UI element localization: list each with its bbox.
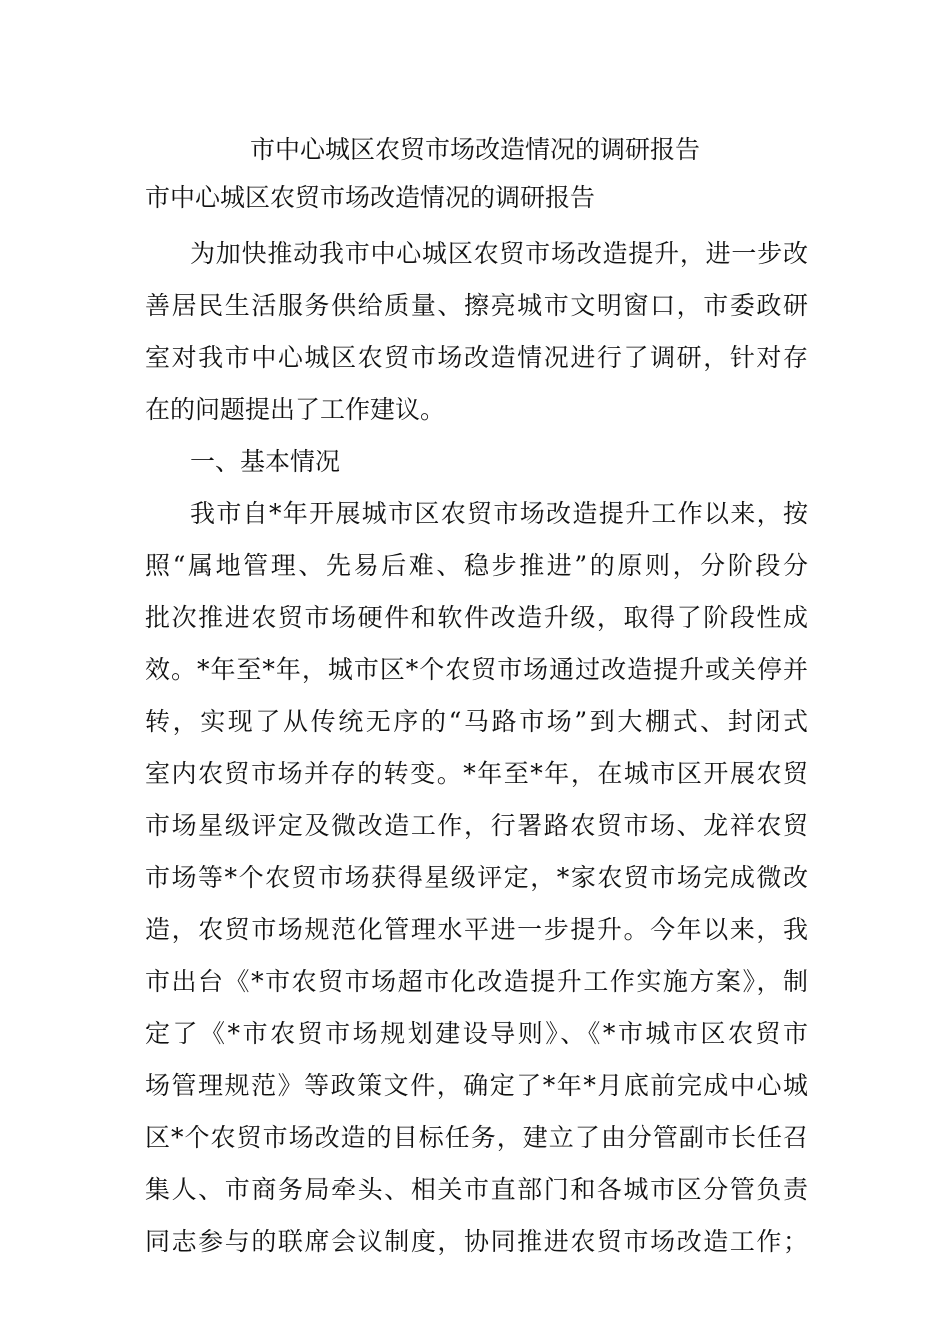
paragraph-line: 善居民生活服务供给质量、擦亮城市文明窗口，市委政研	[145, 291, 808, 320]
paragraph-line: 照“属地管理、先易后难、稳步推进”的原则，分阶段分	[145, 551, 808, 580]
paragraph-line: 转，实现了从传统无序的“马路市场”到大棚式、封闭式	[145, 707, 808, 736]
paragraph-line: 集人、市商务局牵头、相关市直部门和各城市区分管负责	[145, 1175, 808, 1204]
paragraph-line: 同志参与的联席会议制度，协同推进农贸市场改造工作；	[145, 1227, 808, 1256]
document-title: 市中心城区农贸市场改造情况的调研报告	[249, 135, 700, 164]
paragraph-line: 定了《*市农贸市场规划建设导则》、《*市城市区农贸市	[145, 1019, 808, 1048]
paragraph-line: 室对我市中心城区农贸市场改造情况进行了调研，针对存	[145, 343, 808, 372]
paragraph-line: 市场星级评定及微改造工作，行署路农贸市场、龙祥农贸	[145, 811, 808, 840]
paragraph-line: 市场等*个农贸市场获得星级评定，*家农贸市场完成微改	[145, 863, 808, 892]
document-subtitle: 市中心城区农贸市场改造情况的调研报告	[145, 183, 596, 212]
paragraph-line: 我市自*年开展城市区农贸市场改造提升工作以来，按	[190, 499, 808, 528]
paragraph-line: 室内农贸市场并存的转变。*年至*年，在城市区开展农贸	[145, 759, 808, 788]
paragraph-line: 为加快推动我市中心城区农贸市场改造提升，进一步改	[190, 239, 808, 268]
paragraph-line: 区*个农贸市场改造的目标任务，建立了由分管副市长任召	[145, 1123, 808, 1152]
paragraph-line: 市出台《*市农贸市场超市化改造提升工作实施方案》，制	[145, 967, 808, 996]
paragraph-line: 效。*年至*年，城市区*个农贸市场通过改造提升或关停并	[145, 655, 808, 684]
paragraph-line: 场管理规范》等政策文件，确定了*年*月底前完成中心城	[145, 1071, 808, 1100]
section-heading: 一、基本情况	[190, 447, 341, 476]
document-body	[145, 228, 808, 1268]
paragraph-line: 批次推进农贸市场硬件和软件改造升级，取得了阶段性成	[145, 603, 808, 632]
paragraph-line: 在的问题提出了工作建议。	[145, 395, 446, 424]
paragraph-line: 造，农贸市场规范化管理水平进一步提升。今年以来，我	[145, 915, 808, 944]
